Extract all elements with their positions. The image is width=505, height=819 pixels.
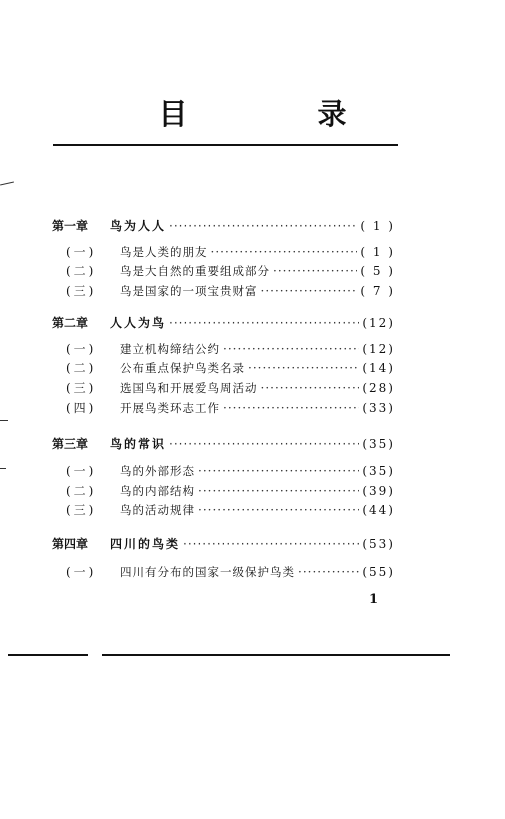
toc-section-3-1[interactable] [66, 461, 395, 481]
toc-section-1-2[interactable] [66, 261, 395, 281]
toc-label: 鸟的内部结构 [120, 484, 195, 498]
toc-leader [169, 434, 359, 454]
toc-page: (39) [362, 484, 395, 498]
toc-label: 人人为鸟 [110, 316, 167, 330]
toc-number: 第二章 [52, 316, 89, 330]
toc-number: 第四章 [52, 537, 89, 551]
toc-chapter-1[interactable] [52, 216, 395, 236]
toc-label: 选国鸟和开展爱鸟周活动 [120, 381, 258, 395]
toc-section-3-2[interactable] [66, 481, 395, 501]
toc-page: (14) [362, 361, 395, 375]
toc-number: (一) [66, 464, 97, 478]
toc-leader [198, 481, 359, 501]
toc-leader [211, 242, 358, 262]
toc-number: 第三章 [52, 437, 89, 451]
toc-label: 建立机构缔结公约 [120, 342, 220, 356]
toc-leader [298, 562, 359, 582]
toc-page: (28) [362, 381, 395, 395]
bottom-rule-main [102, 654, 450, 656]
toc-page: ( 5 ) [360, 264, 395, 278]
toc-section-3-3[interactable] [66, 500, 395, 520]
toc-chapter-2[interactable] [52, 313, 395, 333]
toc-section-2-4[interactable] [66, 398, 395, 418]
toc-number: (三) [66, 284, 97, 298]
toc-section-4-1[interactable] [66, 562, 395, 582]
toc-leader [169, 313, 359, 333]
toc-leader [273, 261, 357, 281]
toc-page: (33) [362, 401, 395, 415]
toc-label: 开展鸟类环志工作 [120, 401, 220, 415]
toc-leader [223, 339, 359, 359]
toc-number: (三) [66, 381, 97, 395]
toc-page: (55) [362, 565, 395, 579]
toc-leader [183, 534, 359, 554]
toc-chapter-3[interactable] [52, 434, 395, 454]
toc-section-2-3[interactable] [66, 378, 395, 398]
toc-page: (44) [362, 503, 395, 517]
toc-section-2-1[interactable] [66, 339, 395, 359]
toc-number: (一) [66, 565, 97, 579]
toc-leader [248, 358, 359, 378]
toc-number: (二) [66, 484, 97, 498]
toc-section-1-3[interactable] [66, 281, 395, 301]
toc-label: 鸟是大自然的重要组成部分 [120, 264, 270, 278]
toc-number: (二) [66, 264, 97, 278]
toc-label: 四川的鸟类 [110, 537, 181, 551]
toc-leader [261, 378, 360, 398]
toc-number: 第一章 [52, 219, 89, 233]
scan-mark [0, 420, 8, 421]
page-number: 1 [369, 592, 379, 607]
toc-number: (三) [66, 503, 97, 517]
toc-page: ( 1 ) [360, 219, 395, 233]
toc-page: (35) [362, 437, 395, 451]
toc-label: 鸟的常识 [110, 437, 167, 451]
toc-leader [261, 281, 358, 301]
toc-number: (二) [66, 361, 97, 375]
toc-number: (一) [66, 245, 97, 259]
bottom-rule-left [8, 654, 88, 656]
toc-number: (四) [66, 401, 97, 415]
toc-leader [169, 216, 357, 236]
toc-leader [198, 461, 359, 481]
toc-number: (一) [66, 342, 97, 356]
toc-page: ( 1 ) [360, 245, 395, 259]
toc-leader [223, 398, 359, 418]
toc-label: 鸟是国家的一项宝贵财富 [120, 284, 258, 298]
toc-label: 公布重点保护鸟类名录 [120, 361, 245, 375]
toc-label: 鸟的活动规律 [120, 503, 195, 517]
toc-label: 鸟是人类的朋友 [120, 245, 208, 259]
toc-page: (12) [362, 342, 395, 356]
toc-page: (53) [362, 537, 395, 551]
toc-chapter-4[interactable] [52, 534, 395, 554]
scan-mark [0, 468, 6, 469]
toc-leader [198, 500, 359, 520]
toc-page: (35) [362, 464, 395, 478]
page-title: 目 录 [158, 97, 407, 131]
toc-label: 鸟为人人 [110, 219, 167, 233]
toc-page: ( 7 ) [360, 284, 395, 298]
toc-section-1-1[interactable] [66, 242, 395, 262]
toc-page: (12) [362, 316, 395, 330]
toc-section-2-2[interactable] [66, 358, 395, 378]
toc-label: 鸟的外部形态 [120, 464, 195, 478]
toc-label: 四川有分布的国家一级保护鸟类 [120, 565, 295, 579]
